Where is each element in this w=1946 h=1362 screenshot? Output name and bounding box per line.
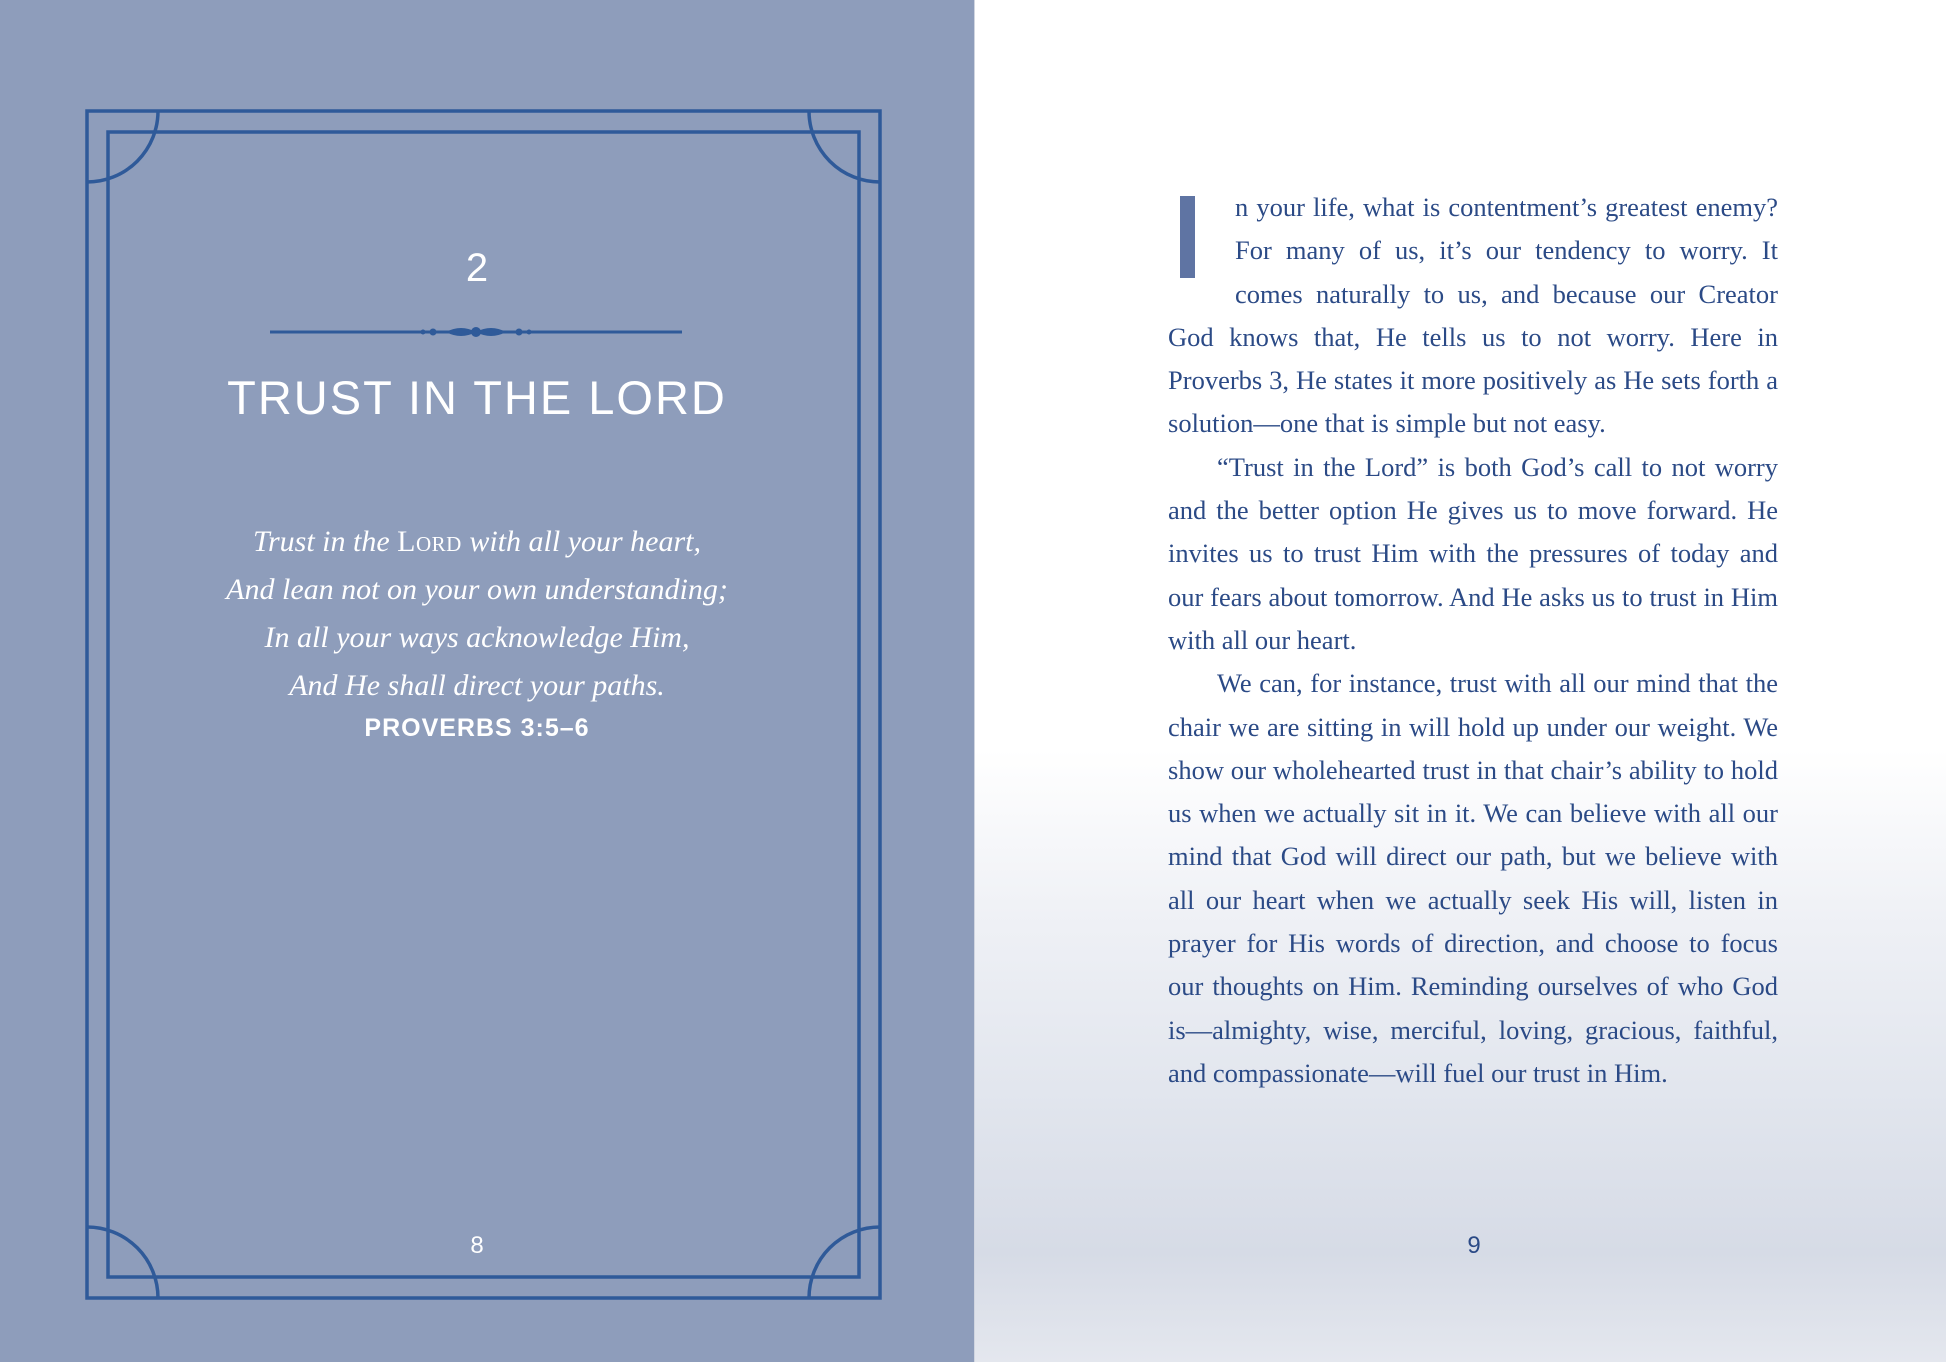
scripture-reference: PROVERBS 3:5–6 bbox=[364, 714, 590, 742]
paragraph-1: n your life, what is contentment’s greatest enemy? For many of us, it’s our tendency to worry. It comes naturally to us, and because our Creator God knows that, He tells us to not worry. Here in Proverbs 3, He states it more positively as He sets forth a solution—one that is simple but not easy. bbox=[1168, 192, 1778, 439]
page-number-right: 9 bbox=[1467, 1232, 1481, 1259]
verse-line-1: Trust in the Lord with all your heart, bbox=[252, 525, 702, 558]
paragraph-2: “Trust in the Lord” is both God’s call to not worry and the better option He gives us to move forward. He invites us to trust Him with the pressures of today and our fears about tomorrow. And He asks us to trust in Him with all our heart. bbox=[1168, 451, 1778, 655]
verse-line-3: In all your ways acknowledge Him, bbox=[264, 621, 690, 654]
frame-corner-top-left bbox=[87, 111, 158, 182]
chapter-title: TRUST IN THE LORD bbox=[227, 371, 727, 424]
drop-cap-i-icon bbox=[1180, 196, 1195, 278]
frame-corner-top-right bbox=[809, 111, 880, 182]
verse-line-2: And lean not on your own understanding; bbox=[226, 573, 728, 606]
paragraph-3: We can, for instance, trust with all our mind that the chair we are sitting in will hold up under our weight. We show our wholehearted trust in that chair’s ability to hold us when we actually sit in it. We can believe with all our mind that God will direct our path, but we believe with all our heart when we actually seek His will, listen in prayer for His words of direction, and choose to focus our thoughts on Him. Reminding ourselves of who God is—almighty, wise, merciful, loving, gracious, faithful, and compassionate—will fuel our trust in Him. bbox=[1168, 668, 1778, 1088]
body-text bbox=[1168, 186, 1778, 1095]
lord-small-caps: Lord bbox=[397, 525, 462, 558]
chapter-number: 2 bbox=[465, 246, 489, 290]
verse-line-4: And He shall direct your paths. bbox=[289, 669, 665, 702]
scripture-verse bbox=[87, 518, 867, 710]
page-number-left: 8 bbox=[470, 1232, 484, 1259]
ornament-divider-icon bbox=[268, 320, 684, 344]
